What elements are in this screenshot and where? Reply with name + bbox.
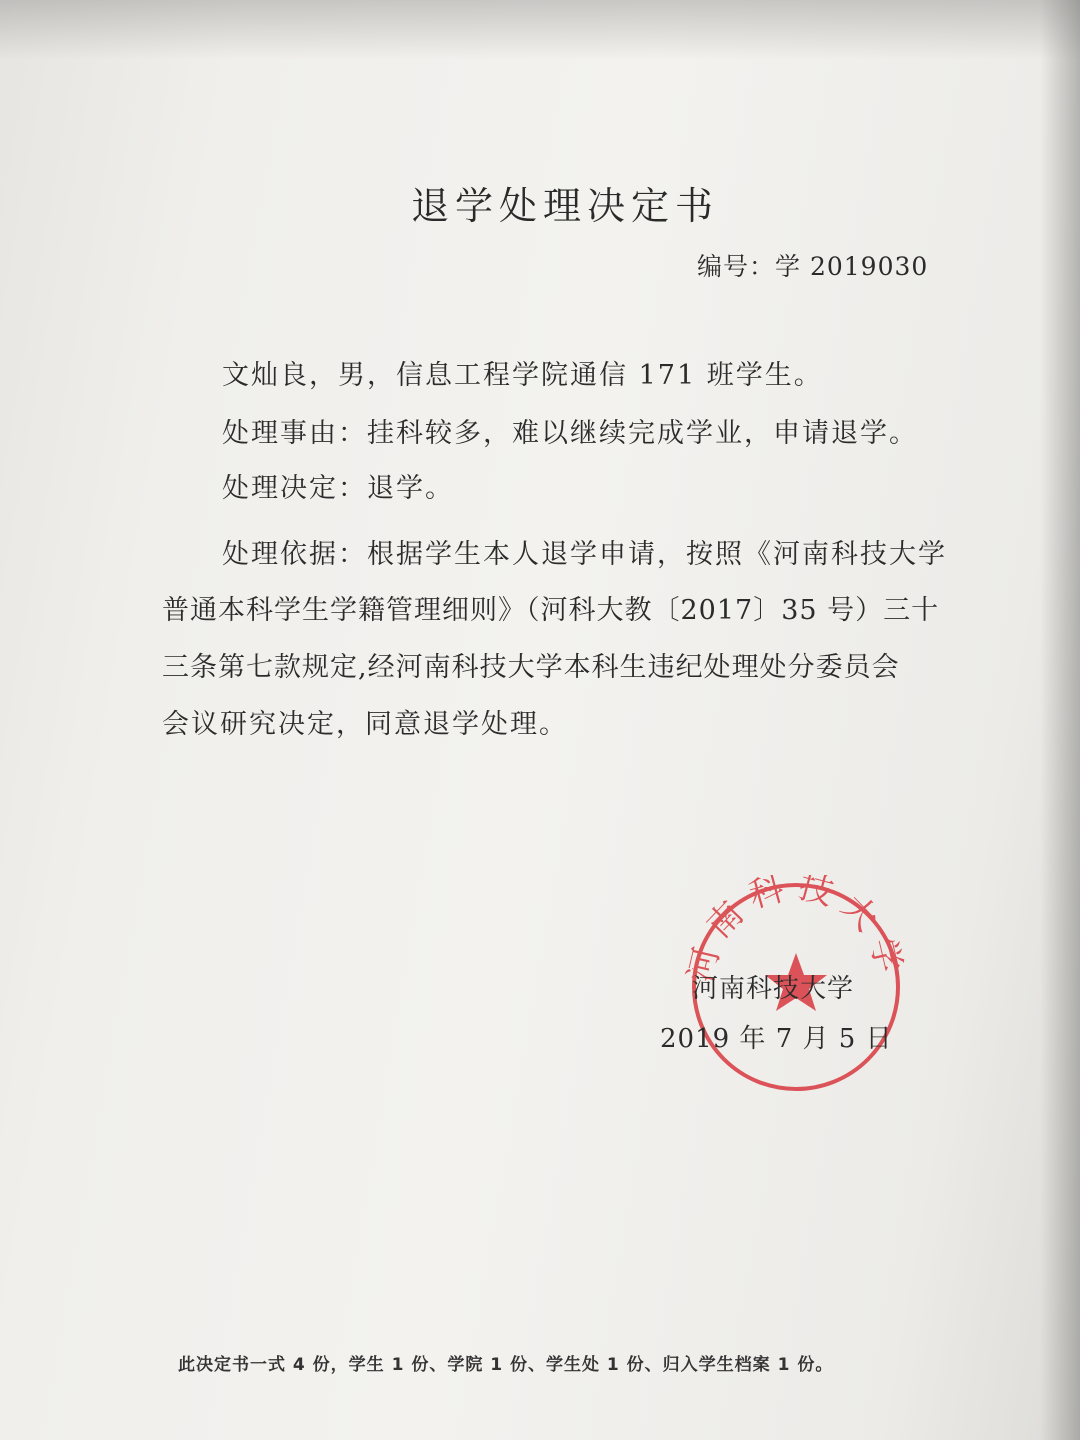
seal-text: 河南科技大学: [682, 875, 910, 986]
basis-line-3: 三条第七款规定,经河南科技大学本科生违纪处理处分委员会: [162, 652, 900, 683]
basis-line-2: 普通本科学生学籍管理细则》（河科大教〔2017〕35 号）三十: [162, 595, 940, 626]
issuer-name: 河南科技大学: [692, 974, 855, 1004]
copies-footnote: 此决定书一式 4 份，学生 1 份、学院 1 份、学生处 1 份、归入学生档案 1 份。: [178, 1355, 834, 1375]
document-title: 退学处理决定书: [410, 184, 719, 228]
basis-line-1: 处理依据：根据学生本人退学申请，按照《河南科技大学: [222, 539, 947, 570]
student-line: 文灿良，男，信息工程学院通信 171 班学生。: [222, 360, 823, 391]
document-number: 编号：学 2019030: [697, 252, 929, 281]
reason-line: 处理事由：挂科较多，难以继续完成学业，申请退学。: [222, 418, 918, 449]
photo-shadow-top: [0, 0, 1080, 60]
basis-line-4: 会议研究决定，同意退学处理。: [162, 709, 568, 740]
issue-date: 2019 年 7 月 5 日: [660, 1024, 893, 1054]
decision-line: 处理决定：退学。: [222, 473, 454, 504]
